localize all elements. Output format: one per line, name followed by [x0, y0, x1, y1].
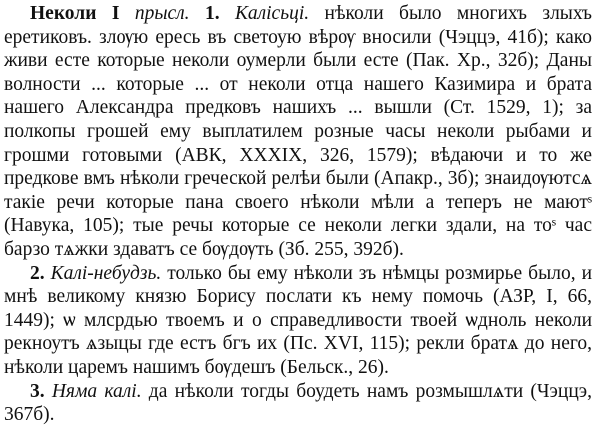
sense-number: 2.	[30, 262, 45, 284]
sense-number: 1.	[204, 3, 220, 24]
headword: Неколи I	[30, 3, 120, 24]
sense-gloss: Калісьці.	[234, 3, 310, 24]
dictionary-entry	[4, 2, 592, 427]
grammatical-label: прысл.	[134, 3, 190, 24]
sense-gloss: Няма калі.	[51, 380, 142, 402]
sense-gloss: Калі-небудзь.	[50, 262, 162, 284]
sense-citations: да нѣколи тогды боудеть намъ розмышлѧти (Чэццэ, 367б).	[4, 380, 593, 426]
sense-number: 3.	[30, 380, 45, 402]
sense-3-paragraph	[4, 380, 592, 427]
sense-1-paragraph	[4, 2, 592, 262]
sense-citations: нѣколи было многихъ злыхъ еретиковъ. злѹю ересь въ светоую вѣрѹ вносили (Чэццэ, 41б); како живи есте которые неколи оумерли были есте (Пак. Хр., 32б); Даны волности ... которые ... от неколи отца нашего Казимира и брата нашего Александра предковъ нашихъ ... вышли (Ст. 1529, 1); за полкопы грошей ему выплатилем розные часы неколи рыбами и грошми готовыми (АВК, XXXIX, 326, 1579); вѣдаючи и то же предкове вмъ нѣколи греческой релѣи были (Апакр., 3б); знаидѹютсѧ такіе речи которые пана своего нѣколи мѣли а теперъ не маютˢ (Навука, 105); тые речы которые се неколи легки здали, на тоˢ час барзо тѧжки здаватъ се бѹдѹть (Зб. 255, 392б).	[4, 3, 592, 260]
sense-2-paragraph	[4, 262, 592, 380]
sense-citations: только бы ему нѣколи зъ нѣмцы розмирье было, и мнѣ великому князю Борису послати къ нему помочь (АЗР, I, 66, 1449); ѡ млсрдью твоемъ и о справедливости твоей ѡдноль неколи рекноутъ ѧзыцы где естъ бгъ их (Пс. XVI, 115); рекли братѧ до него, нѣколи царемъ нашимъ бѹдешъ (Бельск., 26).	[4, 262, 593, 378]
